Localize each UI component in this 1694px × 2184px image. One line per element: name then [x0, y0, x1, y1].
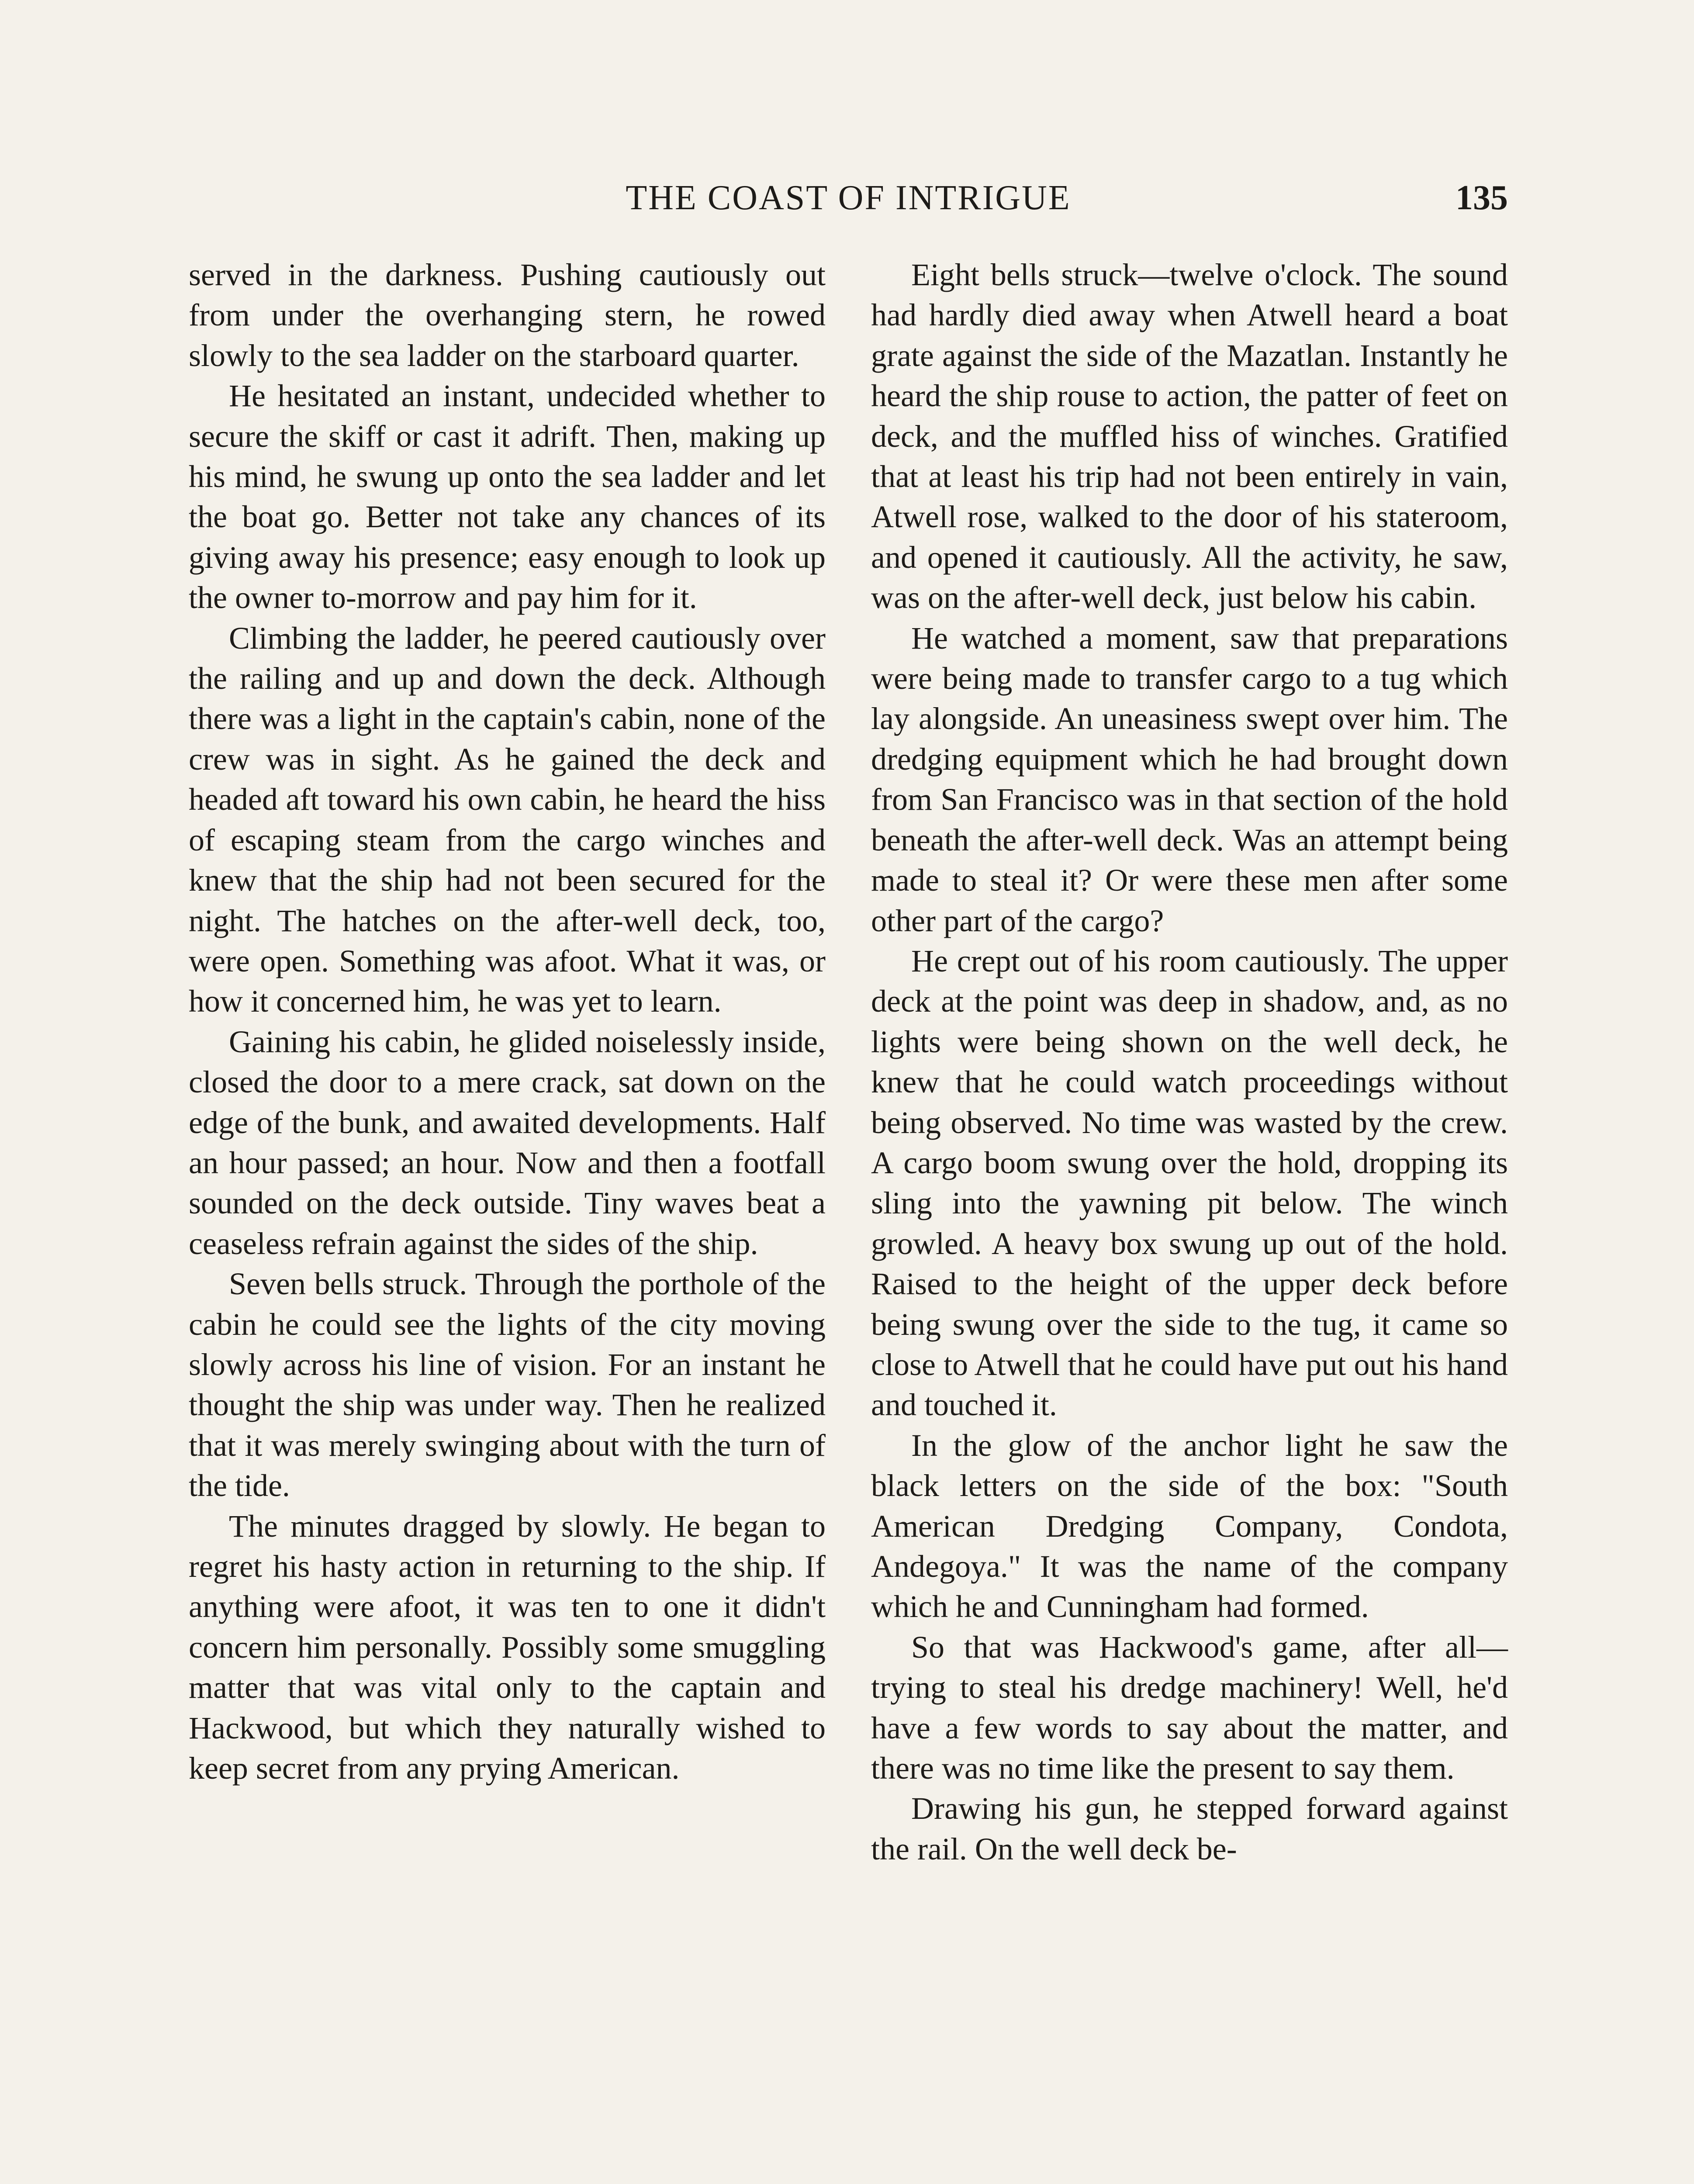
page-header: [189, 174, 1508, 222]
page-number: 135: [1455, 179, 1508, 217]
paragraph: The minutes dragged by slowly. He began to regret his hasty action in returning to the ship. If anything were afoot, it was ten to one it didn't concern him personally. Possibly some smuggling matter that was vital only to the captain and Hackwood, but which they naturally wished to keep secret from any prying American.: [189, 1508, 826, 1786]
paragraph: He watched a moment, saw that preparations were being made to transfer cargo to a tug which lay alongside. An uneasiness swept over him. The dredging equipment which he had brought down from San Francisco was in that section of the hold beneath the after-well deck. Was an attempt being made to steal it? Or were these men after some other part of the cargo?: [871, 620, 1508, 938]
paragraph: served in the darkness. Pushing cautiously out from under the overhanging stern, he rowed slowly to the sea ladder on the starboard quarter.: [189, 257, 826, 373]
paragraph: Gaining his cabin, he glided noiselessly inside, closed the door to a mere crack, sat down on the edge of the bunk, and awaited developments. Half an hour passed; an hour. Now and then a footfall sounded on the deck outside. Tiny waves beat a ceaseless refrain against the sides of the ship.: [189, 1024, 826, 1261]
running-title: THE COAST OF INTRIGUE: [626, 179, 1071, 217]
paragraph: He hesitated an instant, undecided whether to secure the skiff or cast it adrift. Then, making up his mind, he swung up onto the sea ladder and let the boat go. Better not take any chances of its giving away his presence; easy enough to look up the owner to-morrow and pay him for it.: [189, 378, 826, 615]
paragraph: Eight bells struck—twelve o'clock. The sound had hardly died away when Atwell heard a boat grate against the side of the Mazatlan. Instantly he heard the ship rouse to action, the patter of feet on deck, and the muffled hiss of winches. Gratified that at least his trip had not been entirely in vain, Atwell rose, walked to the door of his stateroom, and opened it cautiously. All the activity, he saw, was on the after-well deck, just below his cabin.: [871, 257, 1508, 615]
paragraph: Seven bells struck. Through the porthole of the cabin he could see the lights of the city moving slowly across his line of vision. For an instant he thought the ship was under way. Then he realized that it was merely swinging about with the turn of the tide.: [189, 1266, 826, 1503]
paragraph: Climbing the ladder, he peered cautiously over the railing and up and down the deck. Although there was a light in the captain's cabin, none of the crew was in sight. As he gained the deck and headed aft toward his own cabin, he heard the hiss of escaping steam from the cargo winches and knew that the ship had not been secured for the night. The hatches on the after-well deck, too, were open. Something was afoot. What it was, or how it concerned him, he was yet to learn.: [189, 620, 826, 1019]
paragraph: So that was Hackwood's game, after all—trying to steal his dredge machinery! Well, he'd have a few words to say about the matter, and there was no time like the present to say them.: [871, 1629, 1508, 1786]
paragraph: In the glow of the anchor light he saw the black letters on the side of the box: "South American Dredging Company, Condota, Andegoya." It was the name of the company which he and Cunningham had formed.: [871, 1427, 1508, 1624]
paragraph: He crept out of his room cautiously. The upper deck at the point was deep in shadow, and, as no lights were being shown on the well deck, he knew that he could watch proceedings without being observed. No time was wasted by the crew. A cargo boom swung over the hold, dropping its sling into the yawning pit below. The winch growled. A heavy box swung up out of the hold. Raised to the height of the upper deck before being swung over the side to the tug, it came so close to Atwell that he could have put out his hand and touched it.: [871, 943, 1508, 1423]
left-column: [189, 255, 826, 1788]
paragraph: Drawing his gun, he stepped forward against the rail. On the well deck be-: [871, 1791, 1508, 1866]
right-column: [871, 255, 1508, 1869]
